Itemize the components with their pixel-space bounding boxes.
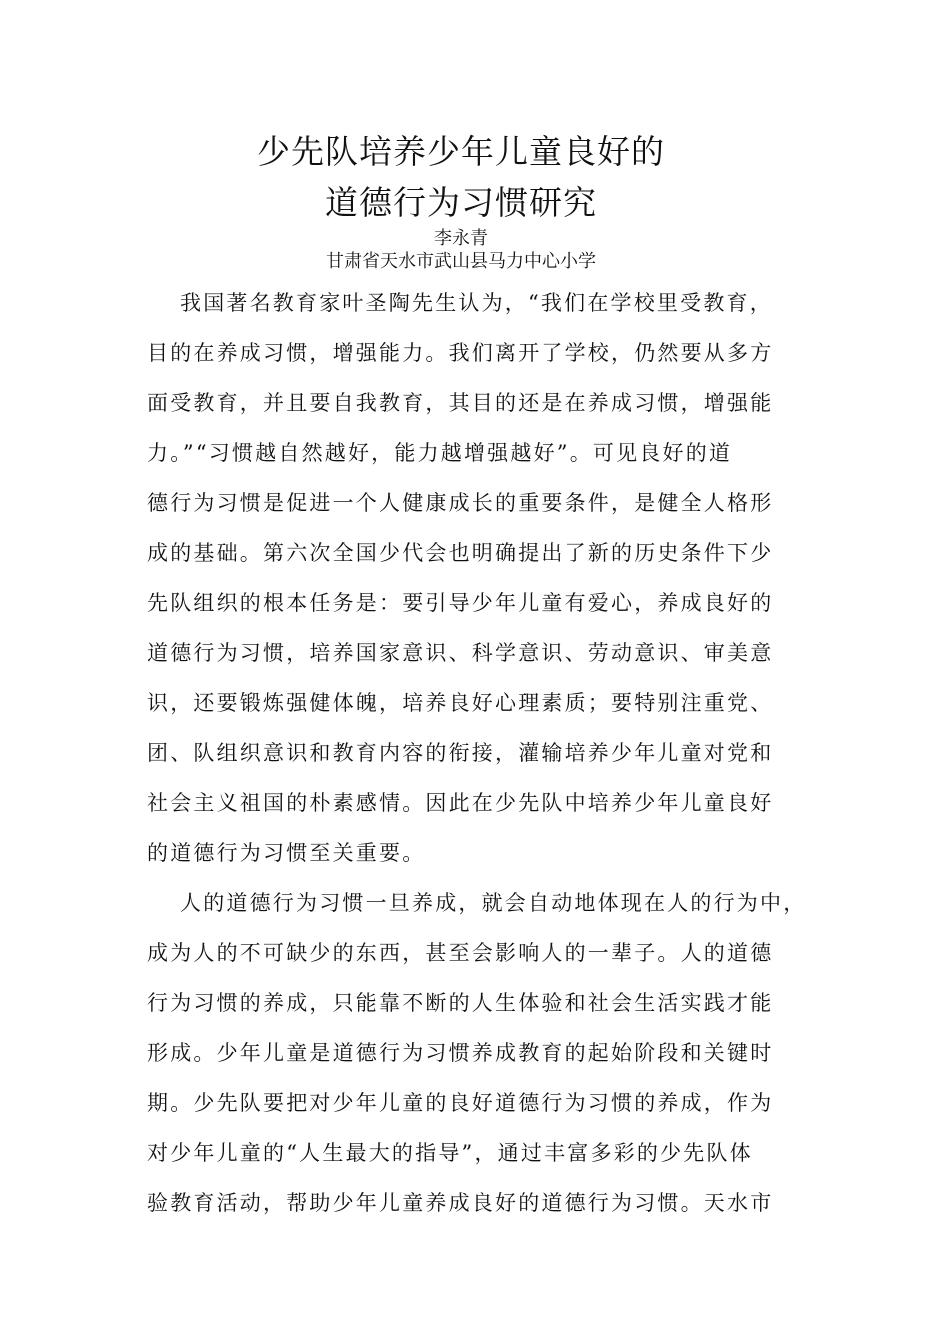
author-affiliation: 甘肃省天水市武山县马力中心小学 xyxy=(326,251,596,272)
paragraph-2-line-5: 期。少先队要把对少年儿童的良好道德行为习惯的养成，作为 xyxy=(147,1091,774,1115)
paragraph-2-line-6: 对少年儿童的“人生最大的指导”，通过丰富多彩的少先队体 xyxy=(147,1141,753,1165)
author-name: 李永青 xyxy=(434,228,488,249)
paragraph-1-line-5: 德行为习惯是促进一个人健康成长的重要条件，是健全人格形 xyxy=(147,491,774,515)
paragraph-2-line-4: 形成。少年儿童是道德行为习惯养成教育的起始阶段和关键时 xyxy=(147,1041,774,1065)
paragraph-2-line-1: 人的道德行为习惯一旦养成，就会自动地体现在人的行为中， xyxy=(180,891,807,915)
paragraph-2-line-2: 成为人的不可缺少的东西，甚至会影响人的一辈子。人的道德 xyxy=(147,941,774,965)
paragraph-1-line-7: 先队组织的根本任务是：要引导少年儿童有爱心，养成良好的 xyxy=(147,591,774,615)
paragraph-1-line-9: 识，还要锻炼强健体魄，培养良好心理素质；要特别注重党、 xyxy=(147,691,774,715)
paragraph-1-line-4: 力。”“习惯越自然越好，能力越增强越好”。可见良好的道 xyxy=(147,441,733,465)
paragraph-1-line-3: 面受教育，并且要自我教育，其目的还是在养成习惯，增强能 xyxy=(147,391,774,415)
paragraph-1-line-1: 我国著名教育家叶圣陶先生认为，“我们在学校里受教育， xyxy=(180,291,773,315)
paragraph-1-line-10: 团、队组织意识和教育内容的衔接，灌输培养少年儿童对党和 xyxy=(147,741,774,765)
document-title-line-1: 少先队培养少年儿童良好的 xyxy=(257,132,665,171)
paragraph-2-line-7: 验教育活动，帮助少年儿童养成良好的道德行为习惯。天水市 xyxy=(147,1191,774,1215)
paragraph-1-line-11: 社会主义祖国的朴素感情。因此在少先队中培养少年儿童良好 xyxy=(147,791,774,815)
paragraph-1-line-2: 目的在养成习惯，增强能力。我们离开了学校，仍然要从多方 xyxy=(147,341,774,365)
paragraph-1-line-12: 的道德行为习惯至关重要。 xyxy=(147,841,426,865)
document-title-line-2: 道德行为习惯研究 xyxy=(325,183,597,222)
paragraph-1-line-8: 道德行为习惯，培养国家意识、科学意识、劳动意识、审美意 xyxy=(147,641,774,665)
paragraph-1-line-6: 成的基础。第六次全国少代会也明确提出了新的历史条件下少 xyxy=(147,541,774,565)
paragraph-2-line-3: 行为习惯的养成，只能靠不断的人生体验和社会生活实践才能 xyxy=(147,991,774,1015)
